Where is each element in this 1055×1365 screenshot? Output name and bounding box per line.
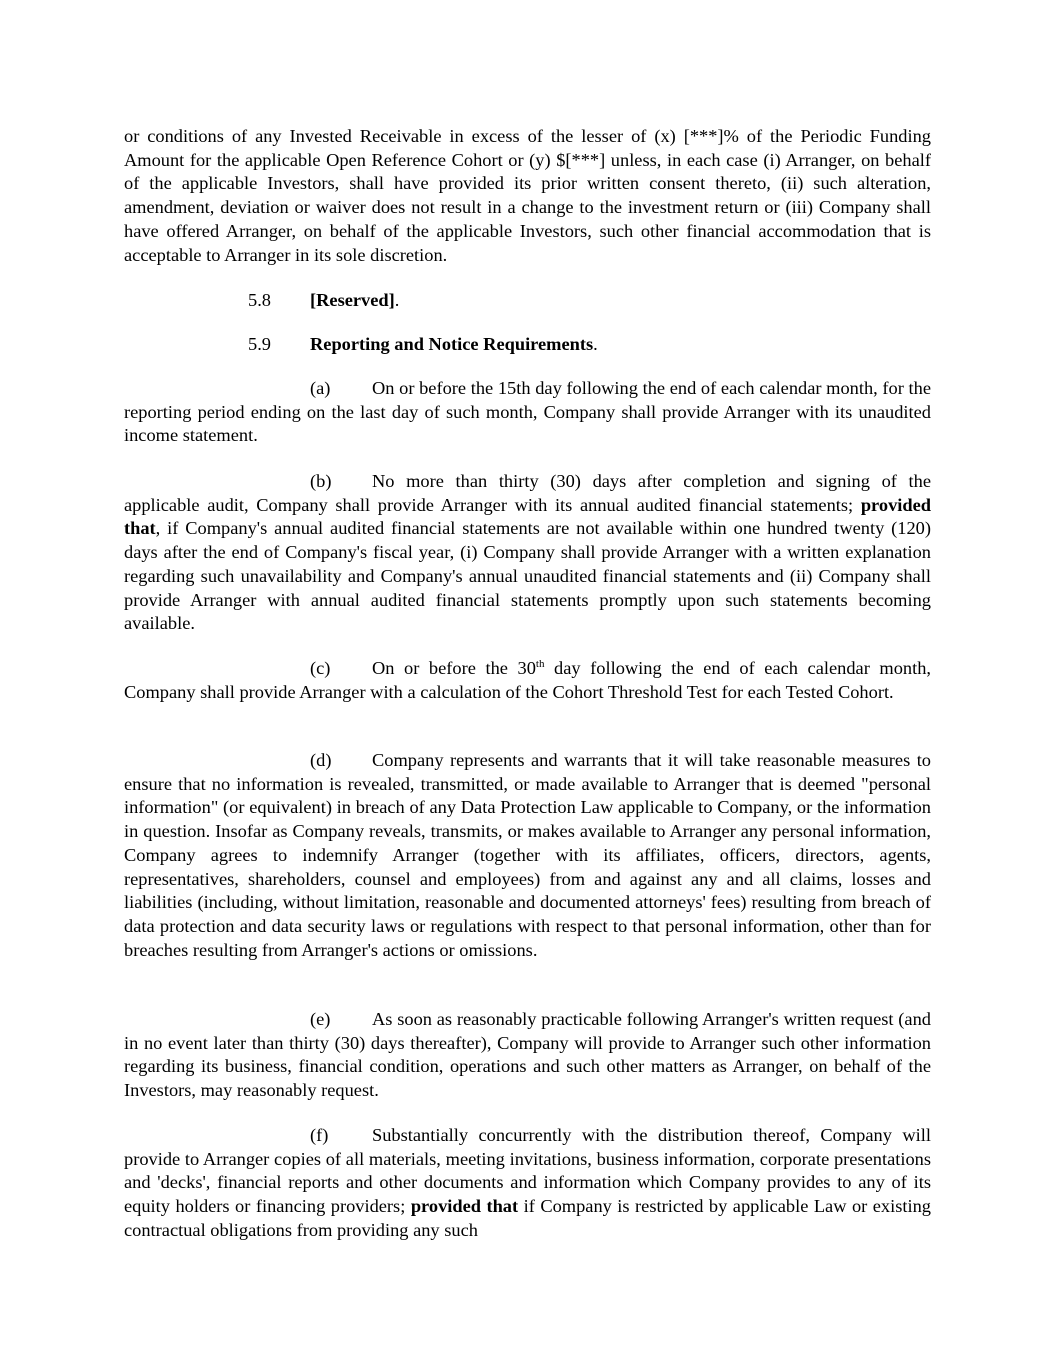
item-a-paragraph bbox=[124, 377, 931, 448]
item-c-paragraph bbox=[124, 657, 931, 704]
item-text: No more than thirty (30) days after completion and signing of the applicable audit, Company shall provide Arranger with its annual audited financial statements; bbox=[124, 471, 931, 515]
section-number: 5.9 bbox=[248, 334, 271, 354]
item-label: (f) bbox=[310, 1125, 329, 1145]
proviso-bold: provided that bbox=[410, 1196, 519, 1217]
item-label: (d) bbox=[310, 750, 332, 770]
item-text: Company represents and warrants that it will take reasonable measures to ensure that no information is revealed, transmitted, or made available to Arranger that is deemed "personal information" (or equivalent) in breach of any Data Protection Law applicable to Company, or the information in question. Insofar as Company reveals, transmits, or makes available to Arranger any personal information, Company agrees to indemnify Arranger (together with its affiliates, officers, directors, agents, representatives, shareholders, counsel and employees) from and against any and all claims, losses and liabilities (including, without limitation, reasonable and documented attorneys' fees) resulting from breach of data protection and data security laws or regulations with respect to that personal information, other than for breaches resulting from Arranger's actions or omissions. bbox=[124, 750, 931, 960]
proviso-bold: provided that bbox=[124, 494, 931, 539]
item-e-paragraph bbox=[124, 1008, 931, 1103]
item-text-continued: , if Company's annual audited financial statements are not available within one hundred twenty (120) days after the end of Company's fiscal year, (i) Company shall provide Arranger with a written explanation regarding such unavailability and Company's annual unaudited financial statements and (ii) Company shall provide Arranger with annual audited financial statements promptly upon such statements becoming available. bbox=[124, 518, 931, 634]
item-label: (e) bbox=[310, 1009, 331, 1029]
opening-paragraph: or conditions of any Invested Receivable in excess of the lesser of (x) [***]% of the Periodic Funding Amount for the applicable Open Reference Cohort or (y) $[***] unless, in each case (i) Arranger, on behalf of the applicable Investors, shall have provided its prior written consent thereto, (ii) such alteration, amendment, deviation or waiver does not result in a change to the investment return or (iii) Company shall have offered Arranger, on behalf of the applicable Investors, such other financial accommodation that is acceptable to Arranger in its sole discretion. bbox=[124, 126, 931, 265]
section-number: 5.8 bbox=[248, 290, 271, 310]
item-label: (b) bbox=[310, 471, 332, 491]
item-text: On or before the 15th day following the end of each calendar month, for the reporting period ending on the last day of such month, Company shall provide Arranger with its unaudited income statement. bbox=[124, 378, 931, 446]
item-text-continued: if Company is restricted by applicable Law or existing contractual obligations from providing any such bbox=[124, 1196, 931, 1240]
item-text-continued: day following the end of each calendar month, Company shall provide Arranger with a calculation of the Cohort Threshold Test for each Tested Cohort. bbox=[124, 658, 931, 702]
item-label: (a) bbox=[310, 378, 331, 398]
item-text: On or before the 30 bbox=[372, 658, 536, 678]
section-title: [Reserved] bbox=[310, 290, 395, 310]
item-label: (c) bbox=[310, 658, 331, 678]
section-5-8-heading: 5.8 [Reserved]. bbox=[248, 289, 399, 313]
item-text: As soon as reasonably practicable following Arranger's written request (and in no event later than thirty (30) days thereafter), Company will provide to Arranger such other information regarding its business, financial condition, operations and such other matters as Arranger, on behalf of the Investors, may reasonably request. bbox=[124, 1009, 931, 1101]
section-title: Reporting and Notice Requirements bbox=[310, 334, 594, 354]
item-d-paragraph bbox=[124, 749, 931, 962]
superscript: th bbox=[535, 658, 545, 670]
item-text: Substantially concurrently with the distribution thereof, Company will provide to Arranger copies of all materials, meeting invitations, business information, corporate presentations and 'decks', financial reports and other documents and information which Company provides to any of its equity holders or financing providers; bbox=[124, 1125, 931, 1217]
item-f-paragraph bbox=[124, 1124, 931, 1243]
section-5-9-heading: 5.9 Reporting and Notice Requirements. bbox=[248, 333, 598, 357]
item-b-paragraph bbox=[124, 470, 931, 636]
